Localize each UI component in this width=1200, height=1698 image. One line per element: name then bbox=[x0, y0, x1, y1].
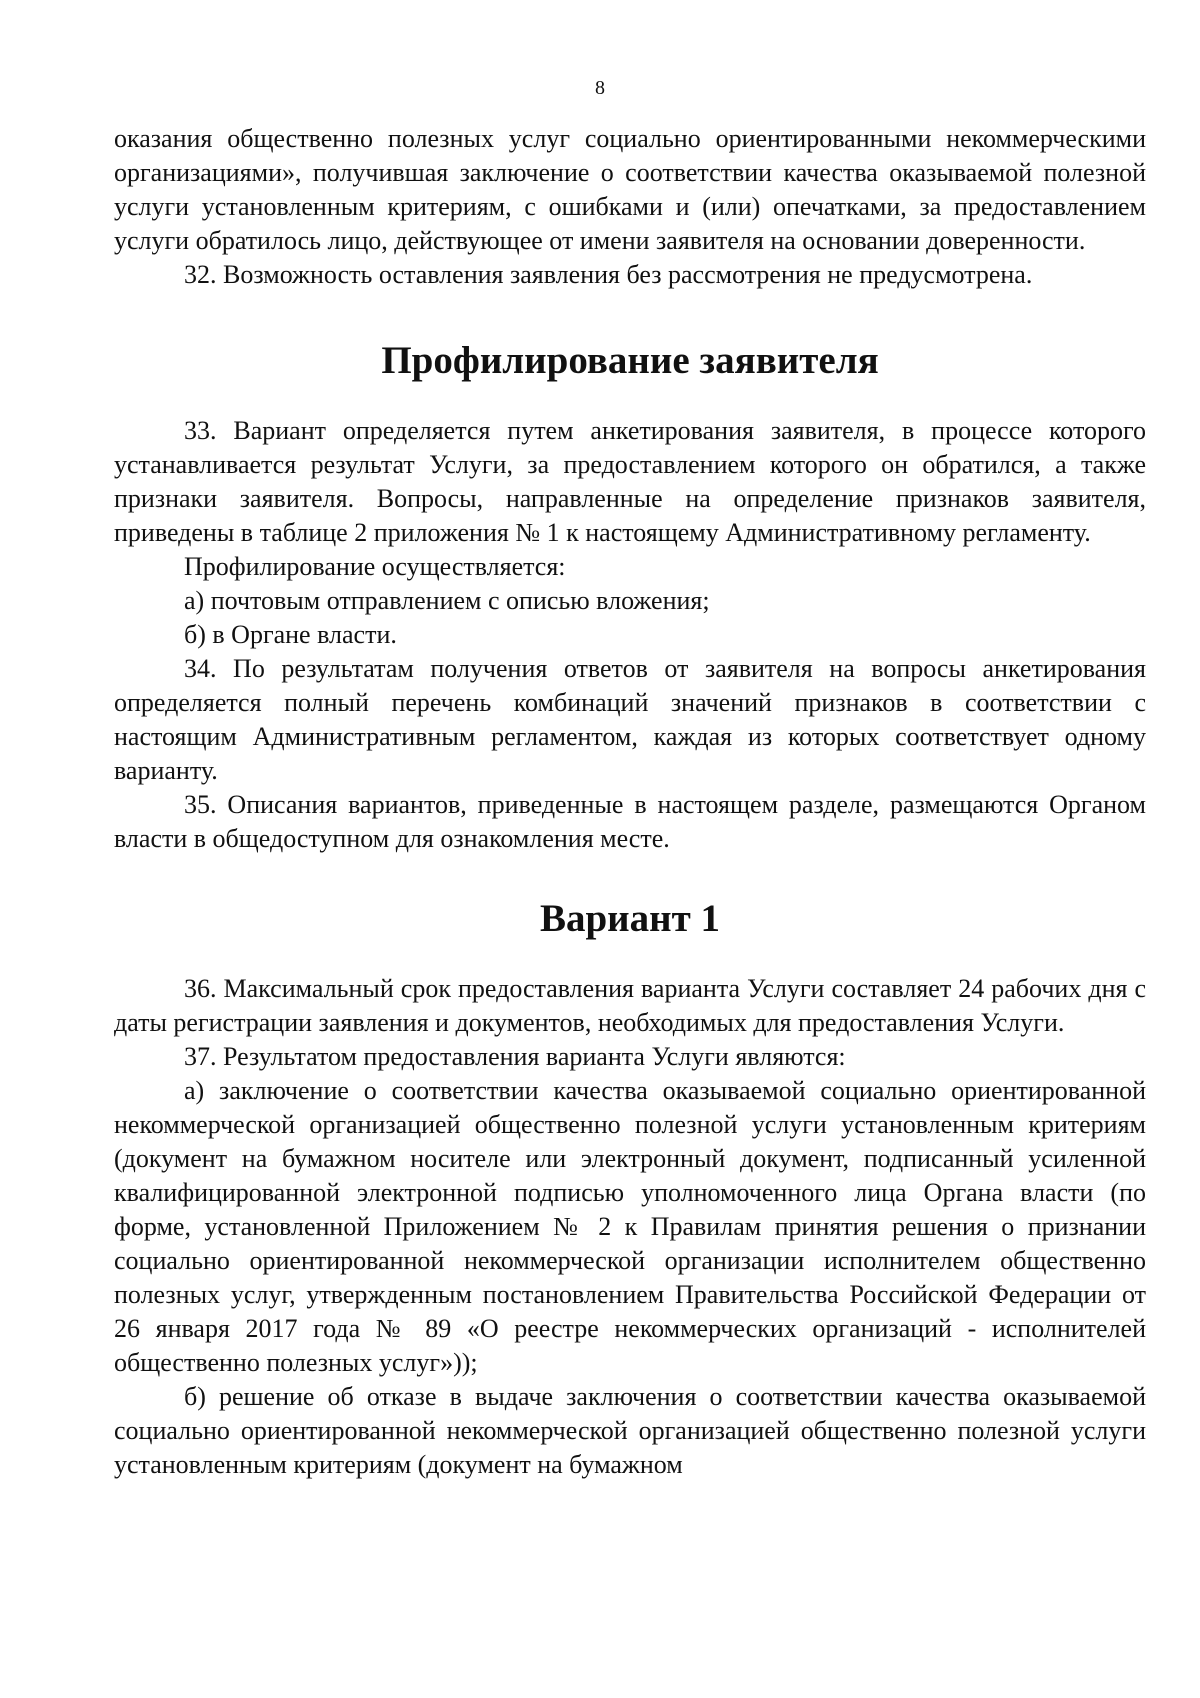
paragraph-continuation: оказания общественно полезных услуг социально ориентированными некоммерческими организациями», получившая заключение о соответствии качества оказываемой полезной услуги установленным критериям, с ошибками и (или) опечатками, за предоставлением услуги обратилось лицо, действующее от имени заявителя на основании доверенности. bbox=[114, 124, 1146, 255]
list-item-a-conclusion: а) заключение о соответствии качества оказываемой социально ориентированной некоммерческой организацией общественно полезной услуги установленным критериям (документ на бумажном носителе или электронный документ, подписанный усиленной квалифицированной электронной подписью уполномоченного лица Органа власти (по форме, установленной Приложением № 2 к Правилам принятия решения о признании социально ориентированной некоммерческой организации исполнителем общественно полезных услуг, утвержденным постановлением Правительства Российской Федерации от 26 января 2017 года № 89 «О реестре некоммерческих организаций - исполнителей общественно полезных услуг»)); bbox=[114, 1076, 1146, 1377]
paragraph-32: 32. Возможность оставления заявления без рассмотрения не предусмотрена. bbox=[184, 260, 1033, 289]
section-heading-profiling: Профилирование заявителя bbox=[381, 339, 879, 382]
paragraph-profiling-intro: Профилирование осуществляется: bbox=[184, 552, 566, 581]
list-item-b-authority: б) в Органе власти. bbox=[184, 620, 397, 649]
section-variant-1-body bbox=[114, 972, 1146, 1482]
list-item-b-refusal: б) решение об отказе в выдаче заключения о соответствии качества оказываемой социально ориентированной некоммерческой организацией общественно полезной услуги установленным критериям (документ на бумажном bbox=[114, 1382, 1146, 1479]
paragraph-36: 36. Максимальный срок предоставления варианта Услуги составляет 24 рабочих дня с даты регистрации заявления и документов, необходимых для предоставления Услуги. bbox=[114, 974, 1146, 1037]
document-body bbox=[114, 122, 1146, 1482]
list-item-a-mail: а) почтовым отправлением с описью вложения; bbox=[184, 586, 710, 615]
paragraph-37: 37. Результатом предоставления варианта Услуги являются: bbox=[184, 1042, 846, 1071]
page-number: 8 bbox=[595, 77, 605, 99]
section-profiling-body bbox=[114, 414, 1146, 856]
paragraph-33: 33. Вариант определяется путем анкетирования заявителя, в процессе которого устанавливается результат Услуги, за предоставлением которого он обратился, а также признаки заявителя. Вопросы, направленные на определение признаков заявителя, приведены в таблице 2 приложения № 1 к настоящему Административному регламенту. bbox=[114, 416, 1146, 547]
section-heading-variant-1: Вариант 1 bbox=[539, 897, 721, 940]
paragraph-35: 35. Описания вариантов, приведенные в настоящем разделе, размещаются Органом власти в общедоступном для ознакомления месте. bbox=[114, 790, 1146, 853]
paragraph-34: 34. По результатам получения ответов от заявителя на вопросы анкетирования определяется полный перечень комбинаций значений признаков в соответствии с настоящим Административным регламентом, каждая из которых соответствует одному варианту. bbox=[114, 654, 1146, 785]
